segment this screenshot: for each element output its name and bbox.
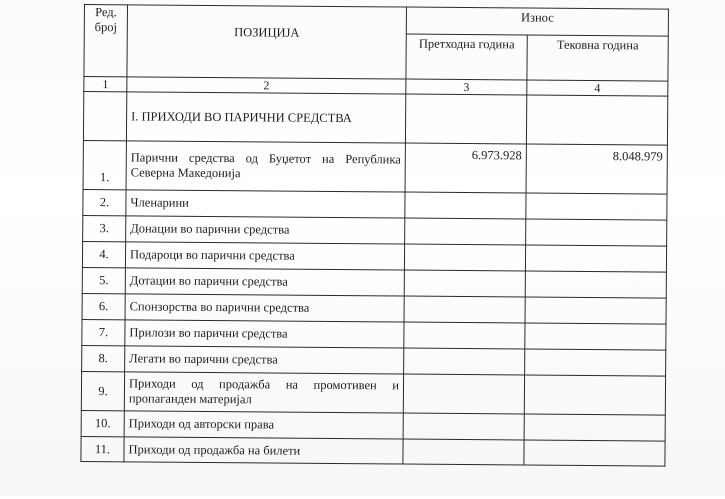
row-position: Приходи од продажба на билети: [124, 437, 403, 464]
row-position: Прилози во парични средства: [125, 320, 404, 348]
row-curr-value: [525, 245, 666, 272]
header-no: Ред. број: [84, 5, 128, 77]
row-no: 4.: [82, 241, 125, 267]
row-curr-value: [525, 323, 666, 350]
row-curr-value: 8.048.979: [526, 144, 667, 194]
row-curr-value: [525, 271, 666, 298]
row-no: 9.: [81, 371, 124, 410]
section-title: I. ПРИХОДИ ВО ПАРИЧНИ СРЕДСТВА: [126, 92, 405, 143]
row-prev-value: [405, 192, 526, 219]
row-no: 1.: [83, 140, 126, 189]
row-curr-value: [526, 219, 667, 246]
row-position: Дотации во парични средства: [125, 268, 404, 296]
row-no: 6.: [82, 293, 125, 319]
table-row: [81, 371, 665, 415]
row-curr-value: [524, 375, 665, 415]
row-position: Легати во парични средства: [125, 346, 404, 374]
table-row: [83, 140, 667, 194]
header-position: ПОЗИЦИЈА: [127, 5, 407, 79]
index-cell: 2: [127, 77, 406, 94]
row-position: Спонзорства во парични средства: [125, 294, 404, 322]
row-prev-value: [404, 296, 525, 323]
row-curr-value: [524, 414, 665, 441]
section-prev: [405, 94, 526, 144]
index-cell: 4: [527, 80, 668, 96]
row-no: 2.: [83, 189, 126, 215]
row-curr-value: [525, 349, 666, 376]
row-prev-value: [404, 244, 525, 271]
section-curr: [526, 95, 667, 145]
row-curr-value: [524, 440, 665, 466]
row-prev-value: [404, 270, 525, 297]
row-position: Подароци во парични средства: [125, 242, 404, 270]
row-no: 5.: [82, 267, 125, 293]
row-prev-value: 6.973.928: [405, 143, 526, 193]
header-row: [84, 5, 668, 37]
table-row: [81, 436, 665, 466]
row-prev-value: [404, 348, 525, 375]
row-no: 11.: [81, 436, 124, 461]
row-position: Донации во парични средства: [126, 216, 405, 244]
index-cell: 3: [406, 79, 527, 95]
row-curr-value: [526, 193, 667, 220]
row-position: Приходи од авторски права: [124, 411, 403, 439]
row-no: 8.: [82, 345, 125, 371]
index-cell: 1: [84, 77, 127, 92]
row-prev-value: [405, 218, 526, 245]
header-prev-year: Претходна година: [406, 34, 527, 80]
section-no: [83, 92, 126, 141]
row-prev-value: [404, 322, 525, 349]
income-table: [80, 4, 669, 467]
section-row: [83, 92, 667, 146]
row-prev-value: [403, 439, 524, 465]
row-position: Приходи од продажба на промотивен и пропаганден материјал: [124, 372, 403, 413]
row-position: Парични средства од Буџетот на Република Северна Македонија: [126, 141, 405, 192]
row-prev-value: [403, 374, 524, 414]
document-page: [80, 4, 668, 499]
row-prev-value: [403, 413, 524, 440]
row-no: 7.: [82, 319, 125, 345]
row-curr-value: [525, 297, 666, 324]
row-position: Членарини: [126, 190, 405, 218]
row-no: 3.: [83, 215, 126, 241]
header-amount: Износ: [406, 7, 668, 36]
header-curr-year: Тековна година: [527, 35, 668, 81]
row-no: 10.: [81, 410, 124, 436]
